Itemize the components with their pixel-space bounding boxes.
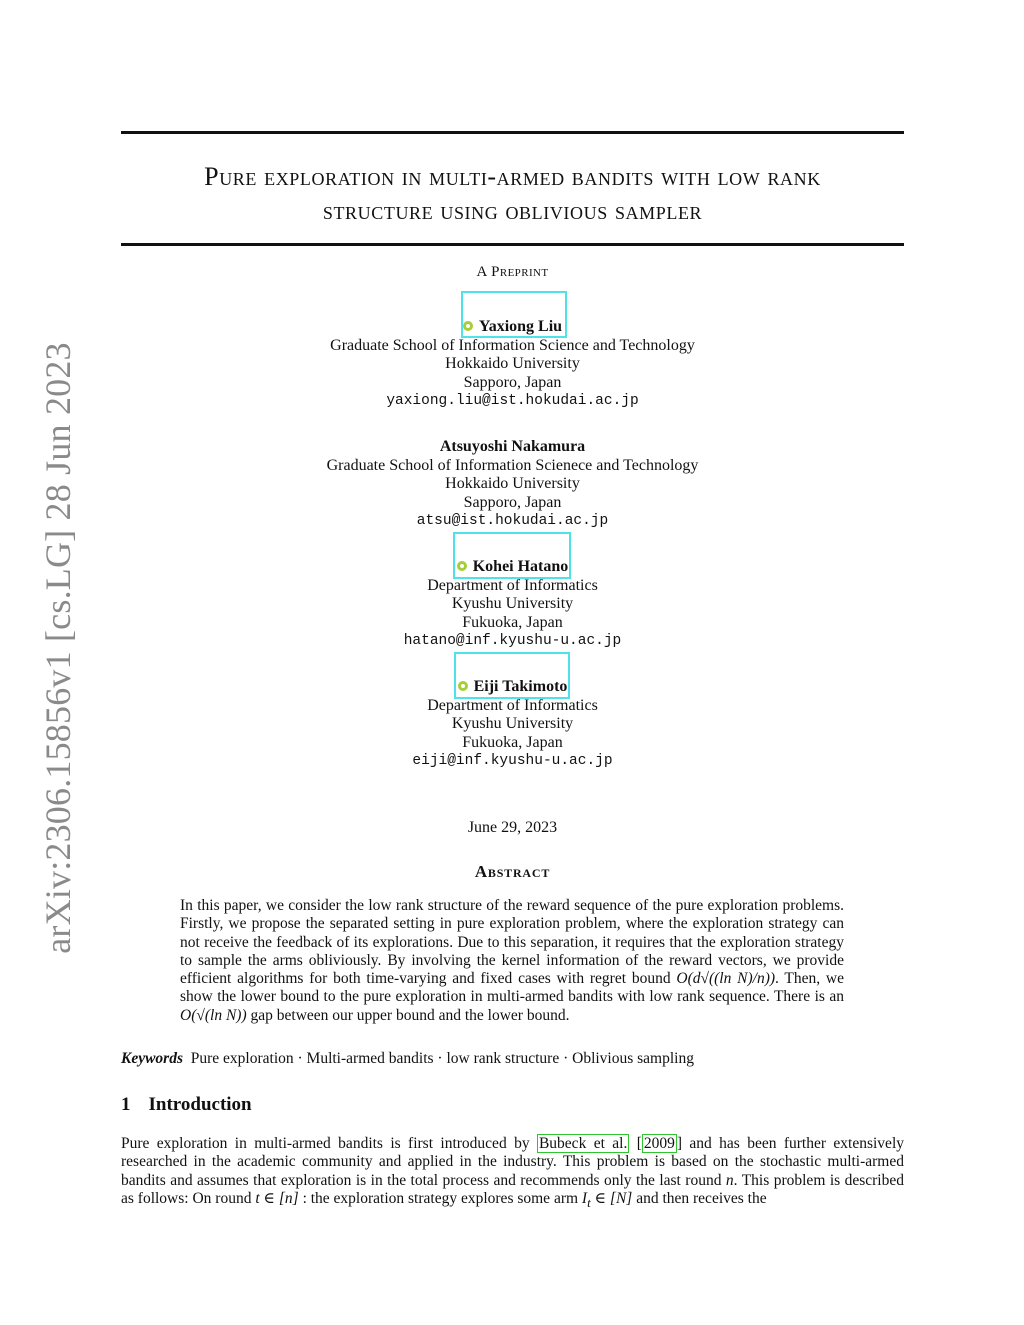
intro-text: and then receives the <box>636 1189 767 1207</box>
author-location: Sapporo, Japan <box>463 373 562 391</box>
gap-bound: O(√(ln N)) <box>180 1006 247 1024</box>
author-location: Fukuoka, Japan <box>462 613 563 631</box>
author-affiliation: Graduate School of Information Scienece and Technology <box>326 456 699 474</box>
orcid-icon[interactable] <box>457 561 467 571</box>
paper-date: June 29, 2023 <box>467 819 558 836</box>
keywords <box>121 1050 904 1068</box>
author-email[interactable]: hatano@inf.kyushu-u.ac.jp <box>403 633 622 649</box>
author-university: Kyushu University <box>451 595 574 612</box>
author-email[interactable]: yaxiong.liu@ist.hokudai.ac.jp <box>386 393 639 409</box>
title-line-2: structure using oblivious sampler <box>322 196 703 225</box>
paper-title <box>121 160 904 228</box>
author-block <box>121 558 904 651</box>
keywords-label: Keywords <box>121 1050 183 1067</box>
section-heading <box>121 1094 252 1116</box>
author-university: Hokkaido University <box>445 475 580 492</box>
author-affiliation: Department of Informatics <box>427 696 598 714</box>
orcid-icon[interactable] <box>463 321 473 331</box>
arxiv-identifier[interactable]: arXiv:2306.15856v1 [cs.LG] 28 Jun 2023 <box>38 342 78 954</box>
abstract-heading: Abstract <box>474 862 551 881</box>
author-location: Fukuoka, Japan <box>462 733 563 751</box>
author-affiliation: Department of Informatics <box>427 576 598 594</box>
intro-text: : the exploration strategy explores some arm <box>302 1189 579 1207</box>
math-subscript: t <box>587 1194 591 1210</box>
author-affiliation: Graduate School of Information Science and Technology <box>330 336 695 354</box>
author-university: Hokkaido University <box>445 355 580 372</box>
author-block <box>121 318 904 411</box>
author-university: Kyushu University <box>451 715 574 732</box>
author-block <box>121 678 904 771</box>
author-email[interactable]: atsu@ist.hokudai.ac.jp <box>416 513 609 529</box>
math-variable: n <box>725 1171 734 1189</box>
orcid-icon[interactable] <box>458 681 468 691</box>
citation-year-link[interactable]: 2009 <box>643 1135 675 1152</box>
math-variable: I <box>581 1189 588 1207</box>
math-set: ∈ [N] <box>590 1189 633 1207</box>
abstract-end: gap between our upper bound and the lower bound. <box>250 1006 570 1024</box>
author-name: Eiji Takimoto <box>473 678 568 695</box>
author-location: Sapporo, Japan <box>463 493 562 511</box>
keywords-list: Pure exploration · Multi-armed bandits · low rank structure · Oblivious sampling <box>190 1050 694 1067</box>
section-number: 1 <box>121 1094 131 1115</box>
abstract-middle: . Then, we show the lower bound to the pure exploration in multi-armed bandits with low rank sequence. There is an <box>180 970 845 1006</box>
intro-paragraph: Pure exploration in multi-armed bandits is first introduced by Bubeck et al. [ 2009 ] and has been further extensively researched in the academic community and applied in the industry. This problem is based on the stochastic multi-armed bandits and assumes that exploration is in the total process and recommends only the last round n. This problem is described as follows: On round t ∈ [n] : the exploration strategy explores some arm $I_t$ ∈ [N] and then receives the <box>121 1135 904 1210</box>
intro-text: . This problem is described as follows: On round <box>121 1171 904 1207</box>
title-rule-top <box>121 131 904 134</box>
section-title: Introduction <box>148 1094 252 1115</box>
title-line-1: Pure exploration in multi-armed bandits with low rank <box>204 162 821 191</box>
math-expression: t ∈ [n] <box>255 1189 299 1207</box>
abstract-main: In this paper, we consider the low rank structure of the reward sequence of the pure exploration problems. Firstly, we propose the separated setting in pure exploration problem, where the exploration strategy can not receive the feedback of its explorations. Due to this separation, it requires that the exploration strategy to sample the arms obliviously. By involving the kernel information of the reward vectors, we provide efficient algorithms for both time-varying and fixed cases with regret bound <box>180 897 844 988</box>
author-name: Atsuyoshi Nakamura <box>439 438 586 455</box>
intro-text: Pure exploration in multi-armed bandits is first introduced by <box>121 1135 530 1152</box>
author-name: Yaxiong Liu <box>478 318 563 335</box>
intro-text: and has been further extensively researched in the academic community and applied in the industry. This problem is based on the stochastic multi-armed bandits and assumes that exploration is in the total process and recommends only the last round <box>121 1135 904 1189</box>
preprint-label: A Preprint <box>476 264 549 280</box>
title-rule-bottom <box>121 243 904 246</box>
author-name: Kohei Hatano <box>472 558 569 575</box>
citation-author-link[interactable]: Bubeck et al. <box>538 1135 628 1152</box>
math-expression <box>581 1189 633 1210</box>
author-block <box>121 438 904 531</box>
abstract-text <box>180 897 844 1025</box>
regret-bound: O(d√((ln N)/n)) <box>676 970 776 988</box>
author-email[interactable]: eiji@inf.kyushu-u.ac.jp <box>412 753 613 769</box>
